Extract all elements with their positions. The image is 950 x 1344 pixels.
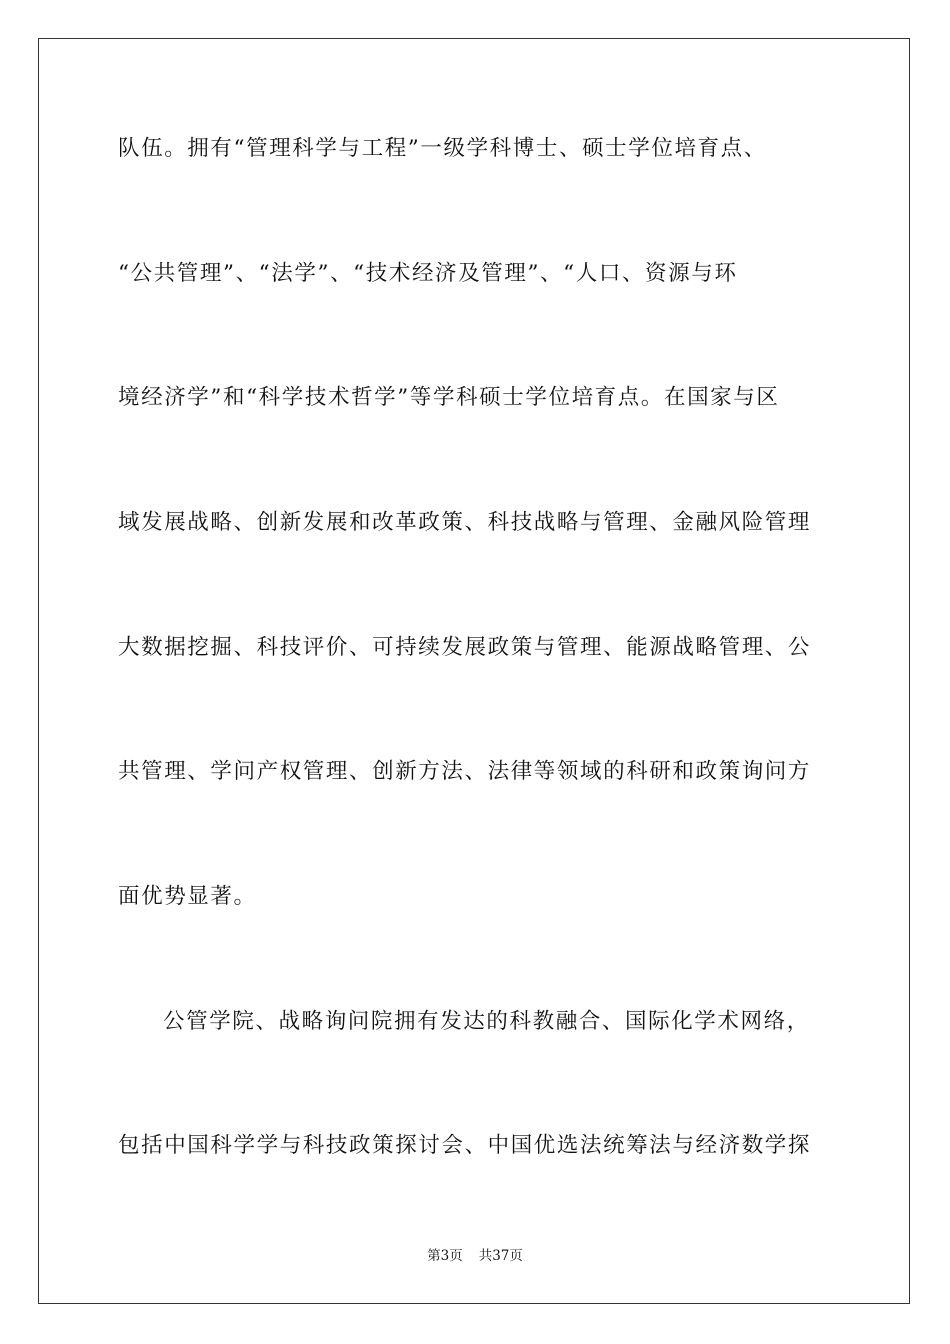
paragraph-line: 境经济学”和“科学技术哲学”等学科硕士学位培育点。在国家与区 bbox=[118, 385, 780, 410]
current-page-number: 第3页 bbox=[427, 1248, 463, 1264]
paragraph-line: 公管学院、战略询问院拥有发达的科教融合、国际化学术网络， bbox=[163, 1009, 810, 1034]
paragraph-line: 包括中国科学学与科技政策探讨会、中国优选法统筹法与经济数学探 bbox=[118, 1133, 812, 1158]
paragraph-line: 面优势显著。 bbox=[118, 884, 257, 909]
paragraph-line: 队伍。拥有“管理科学与工程”一级学科博士、硕士学位培育点、 bbox=[118, 136, 767, 161]
page-footer bbox=[0, 1247, 950, 1265]
page-border bbox=[38, 38, 910, 1304]
total-pages: 共37页 bbox=[478, 1248, 523, 1264]
paragraph-line: 大数据挖掘、科技评价、可持续发展政策与管理、能源战略管理、公 bbox=[118, 635, 812, 660]
paragraph-line: 共管理、学问产权管理、创新方法、法律等领域的科研和政策询问方 bbox=[118, 759, 812, 784]
paragraph-line: “公共管理”、“法学”、“技术经济及管理”、“人口、资源与环 bbox=[118, 261, 738, 286]
paragraph-line: 域发展战略、创新发展和改革政策、科技战略与管理、金融风险管理 bbox=[118, 510, 812, 535]
